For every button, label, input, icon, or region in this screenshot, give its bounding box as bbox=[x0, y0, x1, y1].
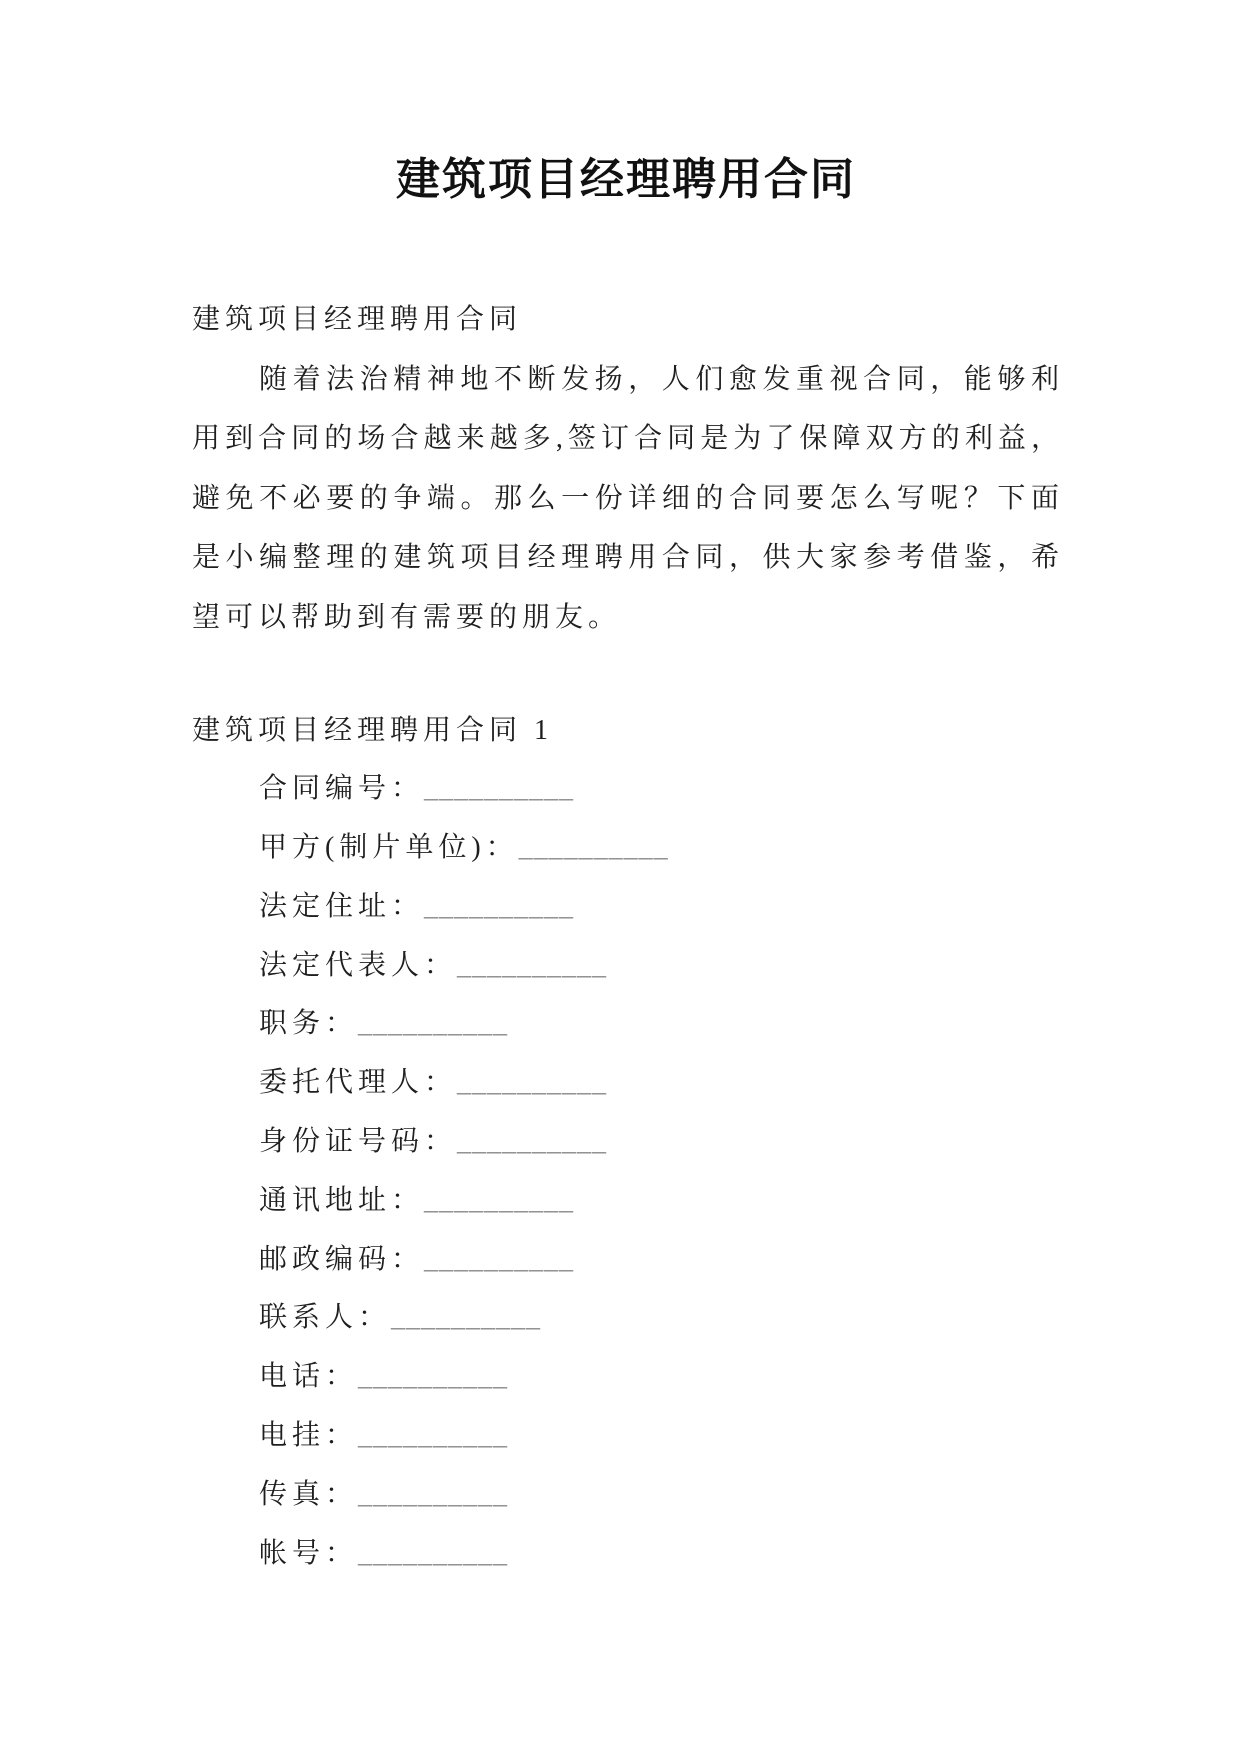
field-label: 电话： bbox=[259, 1361, 359, 1393]
field-blank: __________ bbox=[358, 1478, 509, 1510]
field-blank: __________ bbox=[457, 1126, 608, 1158]
field-fax bbox=[192, 1466, 1060, 1525]
field-blank: __________ bbox=[457, 949, 608, 981]
document-title: 建筑项目经理聘用合同 bbox=[396, 154, 856, 205]
intro-line: 用到合同的场合越来越多,签订合同是为了保障双方的利益， bbox=[192, 423, 1060, 454]
field-label: 甲方(制片单位)： bbox=[259, 832, 519, 864]
field-id-number bbox=[192, 1113, 1060, 1172]
field-mailing-address bbox=[192, 1172, 1060, 1231]
field-label: 邮政编码： bbox=[259, 1243, 425, 1275]
field-position bbox=[192, 995, 1060, 1054]
field-legal-address bbox=[192, 878, 1060, 937]
field-label: 联系人： bbox=[259, 1302, 392, 1334]
contract-section bbox=[192, 702, 1060, 1584]
field-blank: __________ bbox=[391, 1302, 542, 1334]
intro-line: 是小编整理的建筑项目经理聘用合同，供大家参考借鉴，希 bbox=[192, 542, 1060, 573]
field-label: 职务： bbox=[259, 1008, 359, 1040]
field-label: 传真： bbox=[259, 1478, 359, 1510]
field-label: 电挂： bbox=[259, 1420, 359, 1452]
field-label: 委托代理人： bbox=[259, 1067, 458, 1099]
field-blank: __________ bbox=[358, 1537, 509, 1569]
field-blank: __________ bbox=[424, 1184, 575, 1216]
section-heading: 建筑项目经理聘用合同 1 bbox=[192, 714, 554, 746]
intro-line: 避免不必要的争端。那么一份详细的合同要怎么写呢？下面 bbox=[192, 482, 1060, 514]
field-blank: __________ bbox=[424, 773, 575, 805]
field-blank: __________ bbox=[424, 1243, 575, 1275]
field-blank: __________ bbox=[518, 832, 669, 864]
field-blank: __________ bbox=[457, 1067, 608, 1099]
field-label: 帐号： bbox=[259, 1537, 359, 1569]
field-label: 法定住址： bbox=[259, 890, 425, 922]
field-authorized-agent bbox=[192, 1054, 1060, 1113]
field-label: 法定代表人： bbox=[259, 949, 458, 981]
field-legal-representative bbox=[192, 937, 1060, 996]
field-blank: __________ bbox=[358, 1361, 509, 1393]
field-cable bbox=[192, 1407, 1060, 1466]
field-phone bbox=[192, 1348, 1060, 1407]
field-contract-number bbox=[192, 760, 1060, 819]
field-contact-person bbox=[192, 1289, 1060, 1348]
field-label: 合同编号： bbox=[259, 773, 425, 805]
field-label: 身份证号码： bbox=[259, 1126, 458, 1158]
intro-line: 随着法治精神地不断发扬，人们愈发重视合同，能够利 bbox=[259, 363, 1060, 395]
intro-line: 望可以帮助到有需要的朋友。 bbox=[192, 601, 622, 633]
field-account-number bbox=[192, 1525, 1060, 1584]
intro-section bbox=[192, 290, 1060, 647]
field-blank: __________ bbox=[424, 890, 575, 922]
field-postal-code bbox=[192, 1231, 1060, 1290]
field-blank: __________ bbox=[358, 1008, 509, 1040]
intro-heading: 建筑项目经理聘用合同 bbox=[192, 304, 523, 335]
field-blank: __________ bbox=[358, 1420, 509, 1452]
field-label: 通讯地址： bbox=[259, 1184, 425, 1216]
field-party-a bbox=[192, 819, 1060, 878]
